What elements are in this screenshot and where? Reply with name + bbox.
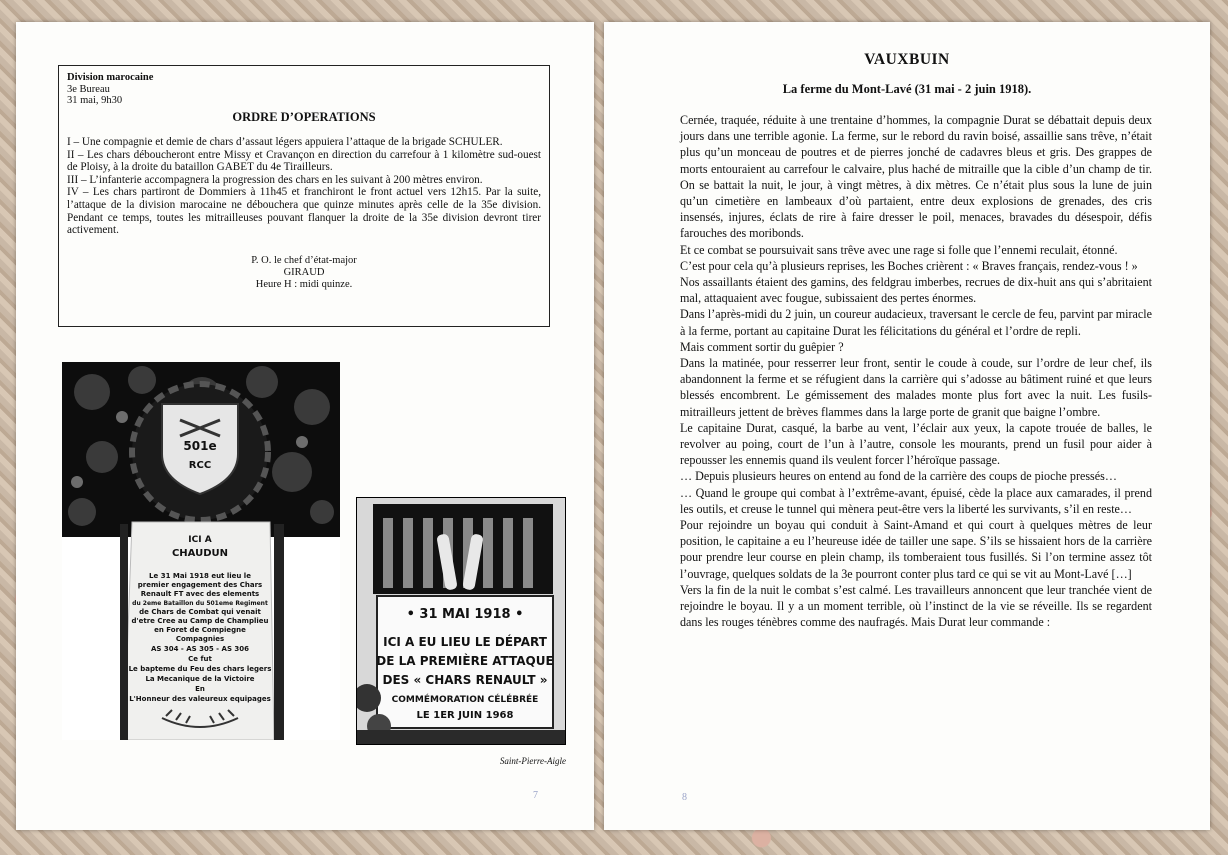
chapter-subtitle: La ferme du Mont-Lavé (31 mai - 2 juin 1918). bbox=[782, 82, 1032, 96]
signature-line: Heure H : midi quinze. bbox=[255, 278, 353, 290]
order-header-line: 3e Bureau bbox=[67, 83, 110, 95]
plaque-line: Compagnies bbox=[175, 635, 225, 643]
order-header-line: Division marocaine bbox=[67, 72, 154, 83]
plaque-line: AS 304 - AS 305 - AS 306 bbox=[150, 645, 250, 653]
body-paragraph: Cernée, traquée, réduite à une trentaine d’hommes, la compagnie Durat se débattait depuis deux jours dans une terrible agonie. La ferme, sur le rebord du ravin boisé, assaillie sans trêve, n’était plus qu’un monceau de poutres et de pierres jonché de cadavres bleus et gris. Des grappes de morts entouraient au carrefour le calvaire, plus haché de mitraille que la cible d’un champ de tir. On se battait la nuit, le jour, à vingt mètres, à dix mètres. Ce n’était plus sous la lune de juin qu’un cimetière en lambeaux d’où partaient, entre deux explosions de grenades, des cris insensés, injures, éclats de rire à faire dresser le poil, menaces, bravades du désespoir, défis farouches des moribonds. bbox=[680, 113, 1152, 241]
plaque-line: En bbox=[195, 685, 205, 693]
body-paragraph: Dans l’après-midi du 2 juin, un coureur audacieux, traversant le cercle de feu, parvint par miracle à la ferme, portant au capitaine Durat les félicitations du général et l’ordre de repli. bbox=[680, 307, 1152, 338]
order-title: ORDRE D’OPERATIONS bbox=[232, 109, 376, 124]
plaque-line: ICI A EU LIEU LE DÉPART bbox=[383, 635, 547, 649]
badge-sub: RCC bbox=[188, 460, 212, 471]
plaque-line: premier engagement des Chars bbox=[137, 581, 263, 589]
body-paragraph: … Quand le groupe qui combat à l’extrême-avant, épuisé, cède la place aux camarades, il prend les outils, et creuse le tunnel qui mènera peut-être vers la liberté les survivants, s’il en reste… bbox=[680, 485, 1152, 516]
body-paragraph: Dans la matinée, pour resserrer leur front, sentir le coude à coude, sur l’ordre de leur chef, ils abandonnent la ferme et se réfugient dans la carrière qui s’adosse au bâtiment ruiné et que leurs blessés encombrent. Le gémissement des malades monte plus fort avec la nuit. Les fusils-mitrailleurs jettent de brèves flammes dans la large porte de granit que baigne l’ombre. bbox=[680, 356, 1152, 419]
plaque-line: L'Honneur des valeureux equipages bbox=[129, 695, 271, 703]
page-number: 8 bbox=[682, 792, 687, 803]
signature-line: GIRAUD bbox=[283, 266, 325, 278]
plaque-line: Ce fut bbox=[188, 655, 212, 663]
body-paragraph: … Depuis plusieurs heures on entend au fond de la carrière des coups de pioche pressés… bbox=[680, 469, 1117, 484]
badge-number: 501e bbox=[183, 439, 217, 453]
right-page bbox=[604, 22, 1210, 830]
photo-caption: Saint-Pierre-Aigle bbox=[499, 756, 566, 766]
body-paragraph: Pour rejoindre un boyau qui conduit à Saint-Amand et qui court à quelques mètres de leur position, le capitaine a eu l’heureuse idée de tailler une sape. S’ils se hissaient hors de la carrière pour prendre leur course en plein champ, ils tomberaient tous fusillés. Si l’on termine assez tôt l’ouvrage, quelques soldats de la 3e pourront conter plus tard ce qui se vit au Mont-Lavé […] bbox=[680, 518, 1152, 581]
chaudun-memorial-photo bbox=[62, 362, 340, 740]
plaque-line: ICI A bbox=[188, 535, 212, 545]
body-paragraph: Vers la fin de la nuit le combat s’est calmé. Les travailleurs annoncent que leur tranchée vient de rejoindre le boyau. Il y a un moment terrible, où l’instinct de la vie se réveille. Ils se regardent dans les rouges ténèbres comme des naufragés. Mais Durat leur commande : bbox=[680, 582, 1152, 630]
order-signature bbox=[67, 255, 541, 291]
body-paragraph: Nos assaillants étaient des gamins, des feldgrau imberbes, recrues de dix-huit ans qui s’abritaient mal, attaquaient avec fougue, subissaient des pertes énormes. bbox=[680, 275, 1152, 306]
chaudun-memorial-illustration bbox=[62, 362, 340, 740]
order-paragraph: IV – Les chars partiront de Dommiers à 11h45 et franchiront le front actuel vers 12h15. Par la suite, l’attaque de la division marocaine ne débouchera que quinze minutes après celle de la 35e division. Pendant ce temps, toutes les mitrailleuses pouvant flanquer la droite de la 35e division devront tirer activement. bbox=[67, 186, 541, 237]
page-number: 7 bbox=[533, 790, 538, 801]
plaque-illustration bbox=[357, 498, 566, 745]
order-paragraph: I – Une compagnie et demie de chars d’assaut légers appuiera l’attaque de la brigade SCHULER. bbox=[67, 136, 503, 149]
operations-order-box bbox=[58, 65, 550, 327]
chapter-body bbox=[680, 112, 1152, 631]
plaque-line: Renault FT avec des elements bbox=[140, 590, 260, 598]
order-paragraph: II – Les chars déboucheront entre Missy et Cravançon en direction du carrefour à 1 kilomètre sud-ouest de Ploisy, à la droite du bataillon GABET du 4e Tirailleurs. bbox=[67, 148, 541, 174]
plaque-line: LE 1ER JUIN 1968 bbox=[416, 710, 514, 721]
left-page bbox=[16, 22, 594, 830]
plaque-line: de Chars de Combat qui venait bbox=[139, 608, 261, 616]
plaque-line: du 2eme Bataillon du 501eme Regiment bbox=[132, 600, 268, 607]
order-paragraph: III – L’infanterie accompagnera la progression des chars en les suivant à 200 mètres environ. bbox=[67, 173, 483, 186]
plaque-line: d'etre Cree au Camp de Champlieu bbox=[131, 617, 269, 625]
plaque-line: DE LA PREMIÈRE ATTAQUE bbox=[376, 654, 554, 668]
chapter-title: VAUXBUIN bbox=[864, 51, 950, 68]
plaque-line: COMMÉMORATION CÉLÉBRÉE bbox=[391, 695, 539, 705]
saint-pierre-aigle-plaque-photo bbox=[356, 497, 566, 745]
plaque-line: DES « CHARS RENAULT » bbox=[382, 673, 548, 687]
order-header-line: 31 mai, 9h30 bbox=[67, 95, 123, 106]
order-body bbox=[67, 136, 541, 237]
body-paragraph: Et ce combat se poursuivait sans trêve avec une rage si folle que l’ennemi reculait, étonné. bbox=[680, 242, 1118, 257]
body-paragraph: Le capitaine Durat, casqué, la barbe au vent, l’éclair aux yeux, la capote trouée de balles, le revolver au poing, court de l’un à l’autre, console les mourants, prend un fusil pour aider à repousser les ennemis quand ils veulent forcer l’héroïque passage. bbox=[680, 420, 1152, 468]
plaque-line: La Mecanique de la Victoire bbox=[145, 675, 255, 683]
plaque-line: en Foret de Compiegne bbox=[154, 626, 246, 634]
order-header bbox=[67, 72, 541, 107]
plaque-line: CHAUDUN bbox=[171, 548, 229, 559]
signature-line: P. O. le chef d’état-major bbox=[251, 254, 357, 266]
plaque-line: • 31 MAI 1918 • bbox=[406, 607, 524, 622]
plaque-line: Le 31 Mai 1918 eut lieu le bbox=[149, 572, 251, 580]
plaque-line: Le bapteme du Feu des chars legers bbox=[128, 665, 272, 673]
body-paragraph: C’est pour cela qu’à plusieurs reprises, les Boches crièrent : « Braves français, rendez-vous ! » bbox=[680, 258, 1138, 273]
body-paragraph: Mais comment sortir du guêpier ? bbox=[680, 339, 844, 354]
